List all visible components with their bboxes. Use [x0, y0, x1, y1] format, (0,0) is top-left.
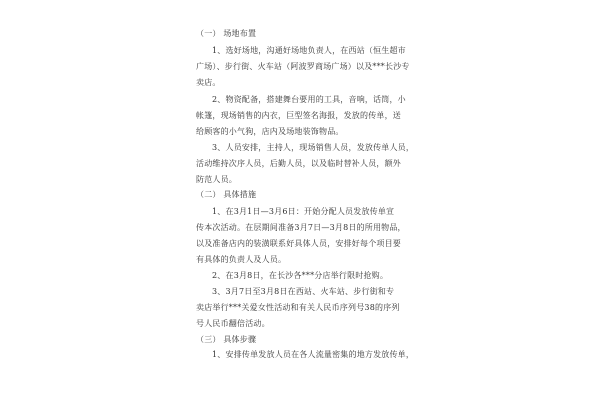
paragraph-line: 有具体的负责人及人员。 — [196, 255, 287, 264]
paragraph-line: 1、在3月1日—3月6日：开始分配人员发放传单宣 — [212, 207, 395, 216]
section-heading-steps: （三） 具体步骤 — [196, 335, 257, 344]
paragraph-line: 卖店。 — [196, 78, 221, 87]
paragraph-line: 活动维持次序人员，后勤人员，以及临时替补人员，额外 — [196, 159, 401, 168]
paragraph-line: 防范人员。 — [196, 175, 237, 184]
paragraph-line: 1、安排传单发放人员在各人流量密集的地方发放传单， — [212, 350, 415, 359]
section-heading-measures: （二） 具体措施 — [196, 190, 257, 199]
paragraph-line: 传本次活动。在层期间准备3月7日—3月8日的所用物品， — [196, 223, 406, 232]
paragraph-line: 帐篷，现场销售的内衣，巨型签名海报，发放的传单，送 — [196, 111, 401, 120]
paragraph-line: 号人民币翻倍活动。 — [196, 319, 270, 328]
section-heading-venue: （一） 场地布置 — [196, 29, 257, 38]
paragraph-line: 卖店举行***关爱女性活动和有关人民币序列号38的序列 — [196, 303, 400, 312]
paragraph-line: 2、在3月8日，在长沙各***分店举行限时抢购。 — [212, 271, 389, 280]
paragraph-line: 广场）、步行街、火车站（阿波罗商场广场）以及***长沙专 — [196, 62, 410, 71]
paragraph-line: 给顾客的小气狗，店内及场地装饰物品。 — [196, 127, 344, 136]
paragraph-line: 1、选好场地，沟通好场地负责人，在西站（恒生超市 — [212, 46, 406, 55]
paragraph-line: 2、物资配备，搭建舞台要用的工具，音响，话筒，小 — [212, 95, 406, 104]
paragraph-line: 3、3月7日至3月8日在西站、火车站、步行街和专 — [212, 287, 395, 296]
paragraph-line: 以及准备店内的装潢联系好具体人员，安排好每个项目要 — [196, 239, 401, 248]
paragraph-line: 3、人员安排，主持人，现场销售人员，发放传单人员， — [212, 143, 415, 152]
